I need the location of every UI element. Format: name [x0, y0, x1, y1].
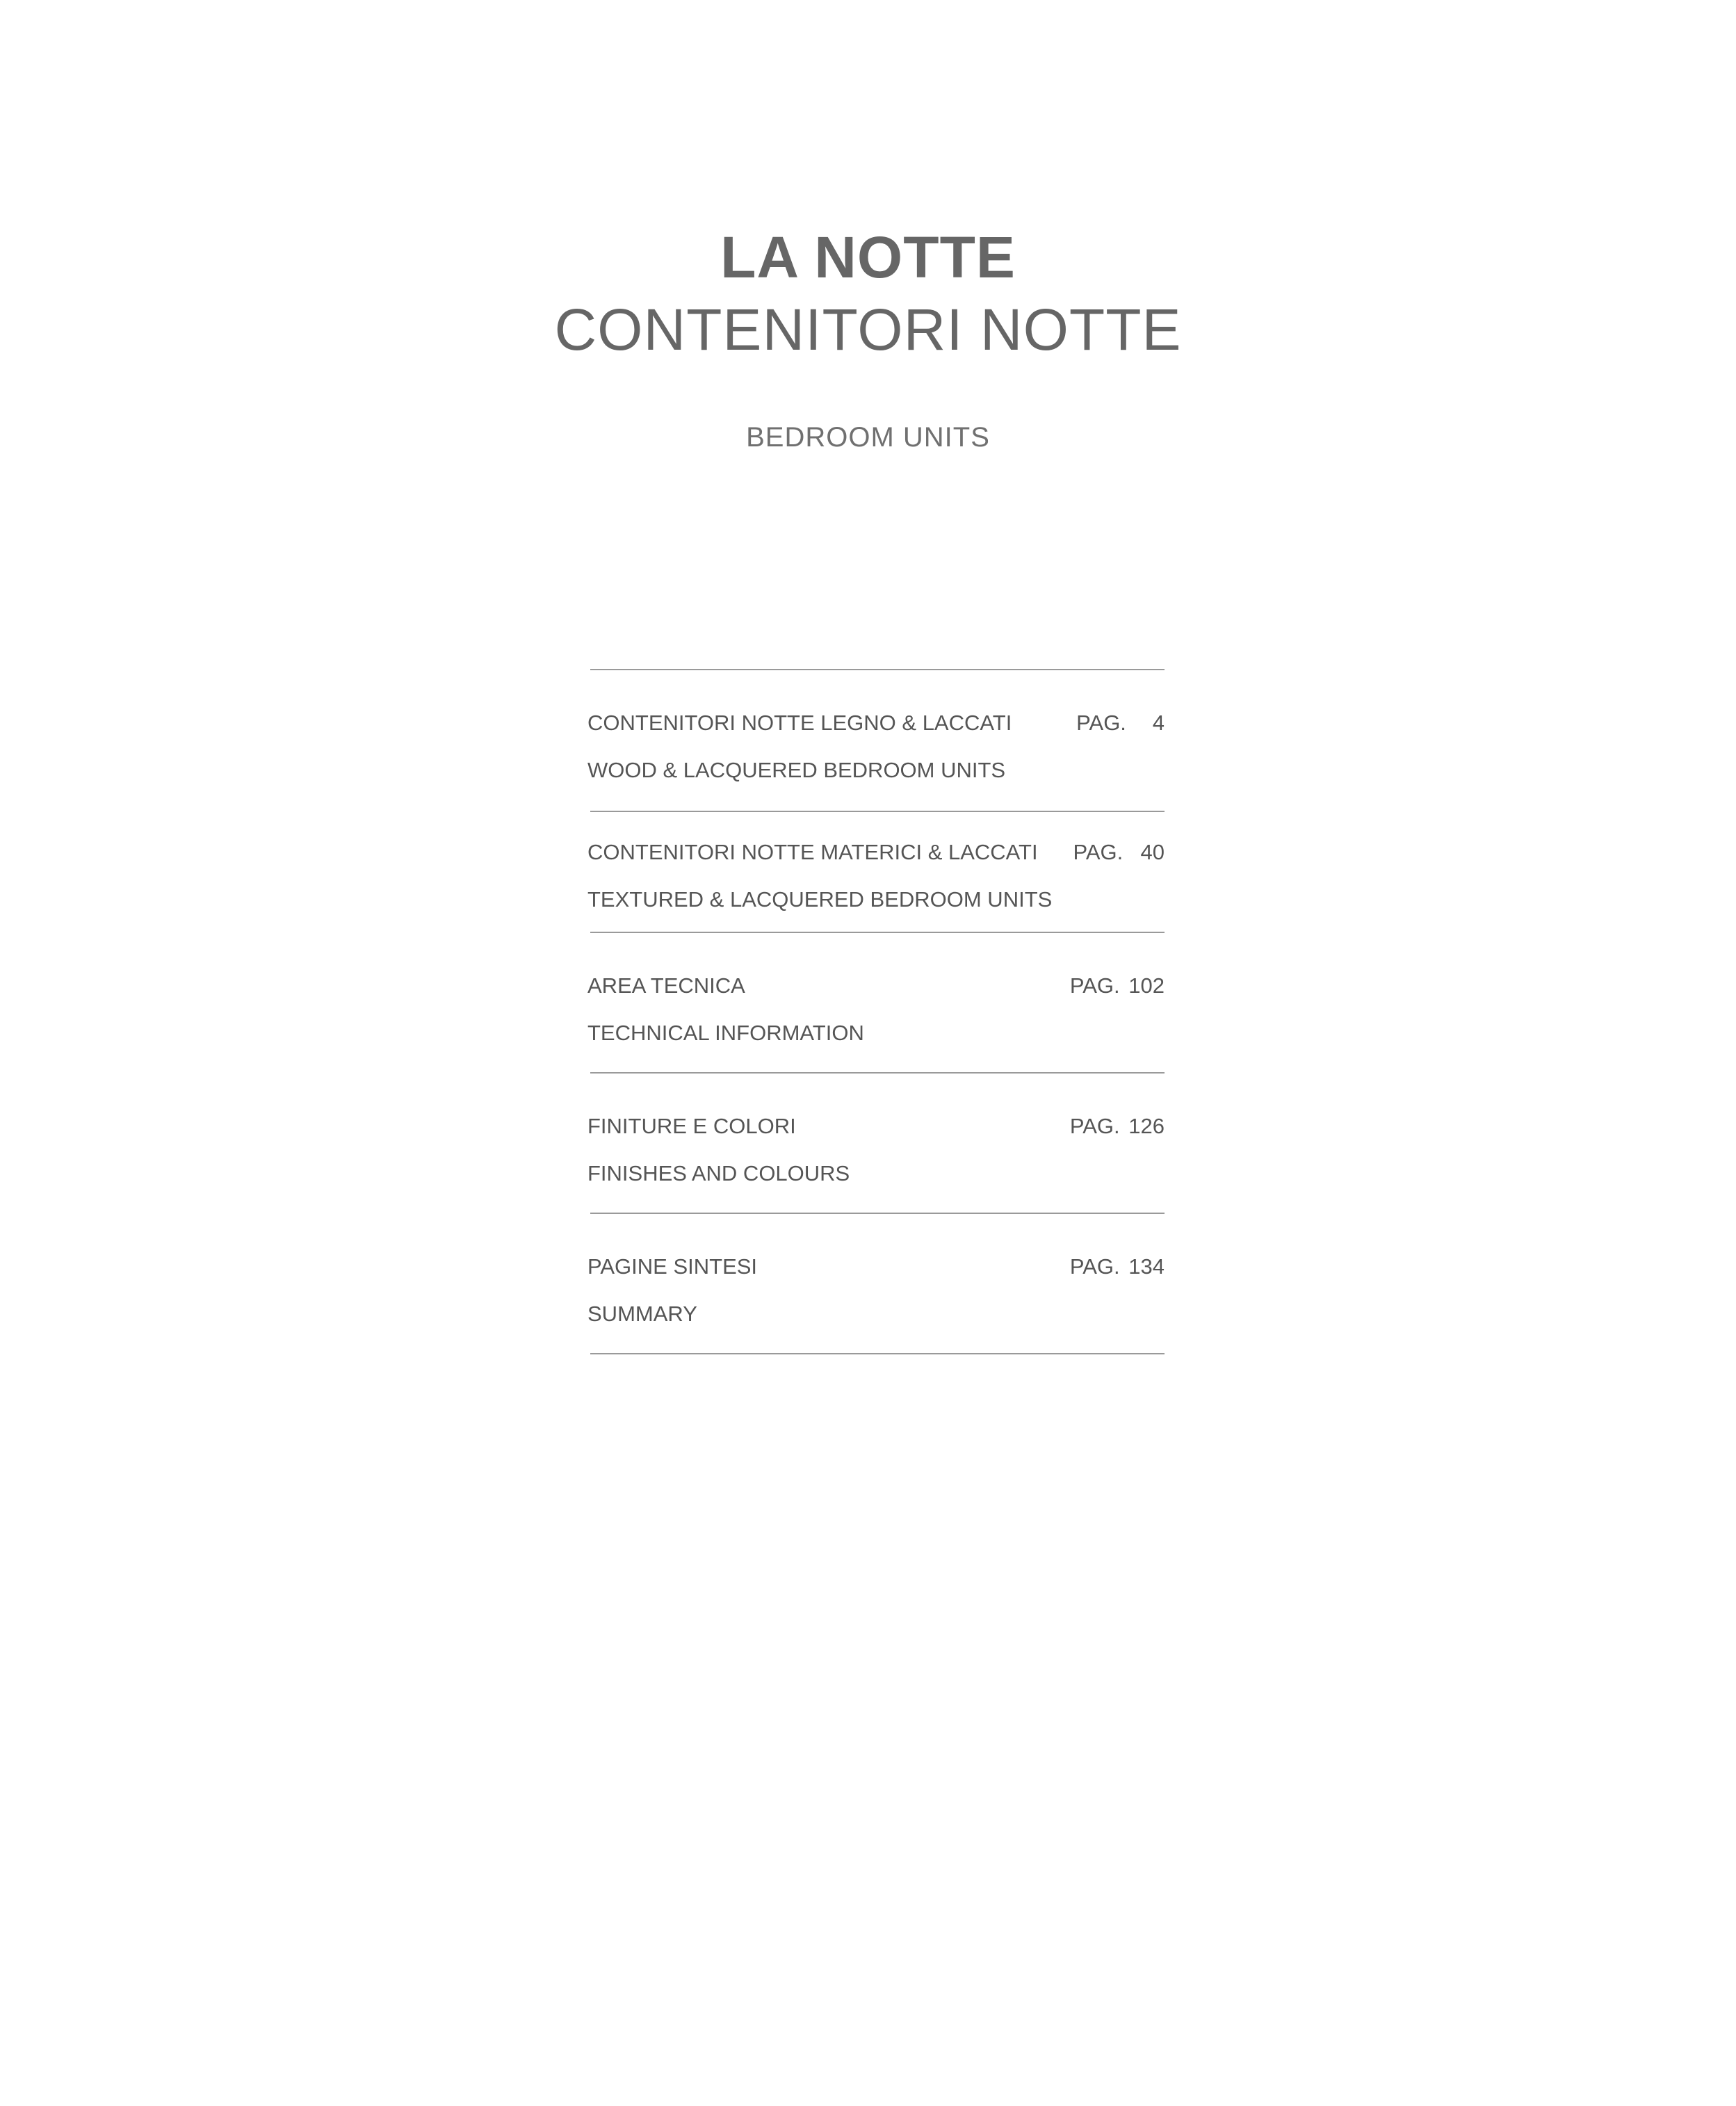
- toc-entry-page: PAG. 126: [1069, 1114, 1165, 1138]
- toc-entry-title-en: TECHNICAL INFORMATION: [587, 1021, 864, 1045]
- toc-entry[interactable]: [587, 1214, 1165, 1353]
- toc-entry-title-it: AREA TECNICA: [587, 973, 745, 998]
- toc-entry-title-en: WOOD & LACQUERED BEDROOM UNITS: [587, 758, 1006, 782]
- toc-entry-page: PAG. 134: [1069, 1254, 1165, 1279]
- toc-entry-page: PAG. 102: [1069, 973, 1165, 998]
- page-tagline: BEDROOM UNITS: [746, 422, 990, 453]
- table-of-contents: [587, 669, 1165, 1354]
- toc-entry[interactable]: [587, 1074, 1165, 1213]
- toc-entry-title-en: FINISHES AND COLOURS: [587, 1161, 850, 1185]
- toc-entry-page: PAG. 40: [1073, 840, 1165, 864]
- toc-entry[interactable]: [587, 670, 1165, 811]
- toc-entry-page: PAG. 4: [1076, 711, 1165, 735]
- toc-entry-title-it: FINITURE E COLORI: [587, 1114, 796, 1138]
- toc-entry-title-it: CONTENITORI NOTTE LEGNO & LACCATI: [587, 711, 1012, 735]
- page-subtitle: CONTENITORI NOTTE: [554, 297, 1182, 362]
- title-block: [0, 221, 1736, 366]
- toc-entry-title-en: TEXTURED & LACQUERED BEDROOM UNITS: [587, 887, 1053, 912]
- toc-entry-title-it: CONTENITORI NOTTE MATERICI & LACCATI: [587, 840, 1038, 864]
- toc-entry-title-en: SUMMARY: [587, 1302, 697, 1326]
- toc-entry[interactable]: [587, 933, 1165, 1072]
- divider: [590, 1353, 1165, 1354]
- toc-entry[interactable]: [587, 812, 1165, 932]
- page-title: LA NOTTE: [720, 225, 1016, 290]
- toc-entry-title-it: PAGINE SINTESI: [587, 1254, 758, 1279]
